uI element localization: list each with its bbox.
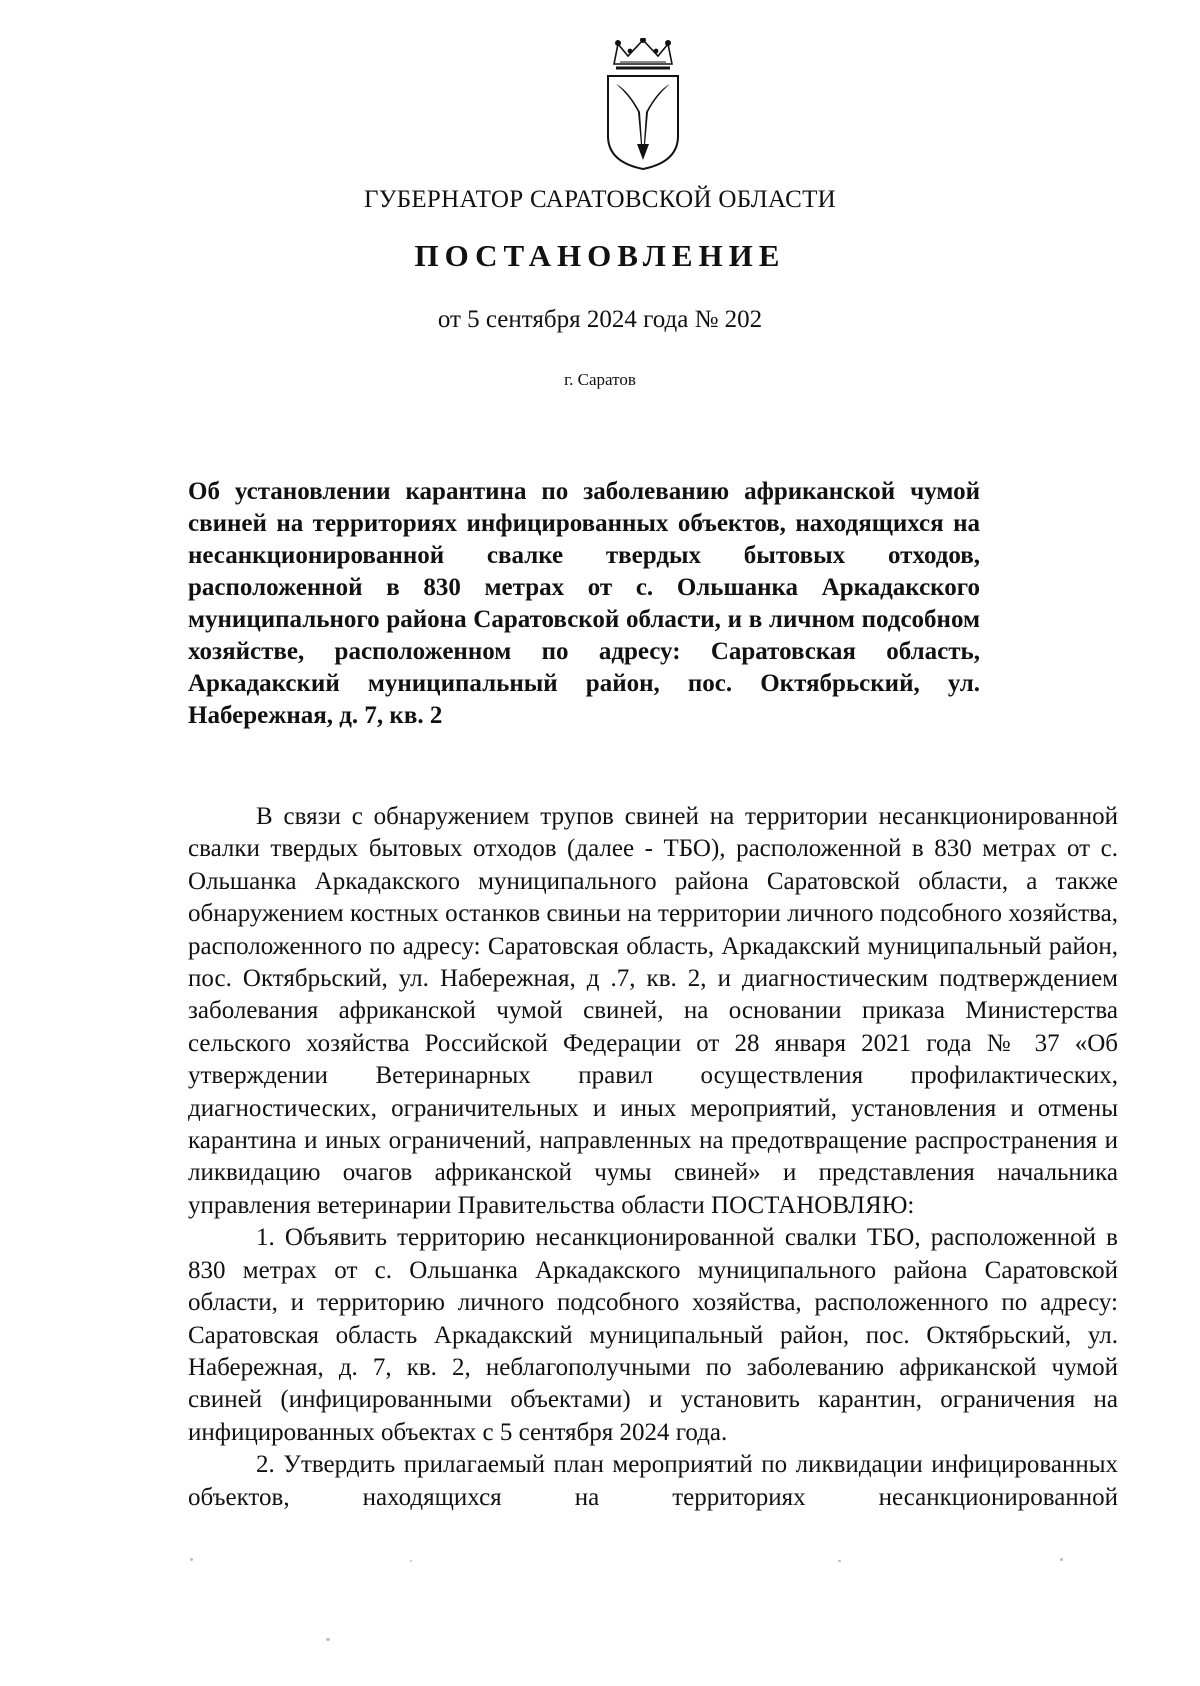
scan-speck <box>838 1560 841 1562</box>
scan-speck <box>190 1558 193 1561</box>
issuing-authority: ГУБЕРНАТОР САРАТОВСКОЙ ОБЛАСТИ <box>363 186 837 213</box>
document-type-title: ПОСТАНОВЛЕНИЕ <box>414 238 786 273</box>
scan-speck <box>1060 1558 1063 1561</box>
saratov-coat-of-arms-icon <box>604 38 682 170</box>
scan-speck <box>326 1638 330 1641</box>
document-city: г. Саратов <box>564 370 636 389</box>
document-body <box>188 801 1118 1514</box>
preamble-paragraph: В связи с обнаружением трупов свиней на территории несанкционированной свалки твердых бытовых отходов (далее - ТБО), расположенной в 830 метрах от с. Ольшанка Аркадакского муниципального района Саратовской области, а также обнаружением костных останков свиньи на территории личного подсобного хозяйства, расположенного по адресу: Саратовская область, Аркадакский муниципальный район, пос. Октябрьский, ул. Набережная, д .7, кв. 2, и диагностическим подтверждением заболевания африканской чумой свиней, на основании приказа Министерства сельского хозяйства Российской Федерации от 28 января 2021 года № 37 «Об утверждении Ветеринарных правил осуществления профилактических, диагностических, ограничительных и иных мероприятий, установления и отмены карантина и иных ограничений, направленных на предотвращение распространения и ликвидацию очагов африканской чумы свиней» и представления начальника управления ветеринарии Правительства области ПОСТАНОВЛЯЮ: <box>188 803 1118 1219</box>
scan-speck <box>410 1560 412 1562</box>
document-date-number: от 5 сентября 2024 года № 202 <box>437 306 763 333</box>
item-1-paragraph: 1. Объявить территорию несанкционированной свалки ТБО, расположенной в 830 метрах от с. Ольшанка Аркадакского муниципального района Саратовской области, и территорию личного подсобного хозяйства, расположенного по адресу: Саратовская область Аркадакский муниципальный район, пос. Октябрьский, ул. Набережная, д. 7, кв. 2, неблагополучными по заболеванию африканской чумой свиней (инфицированными объектами) и установить карантин, ограничения на инфицированных объектах с 5 сентября 2024 года. <box>188 1224 1118 1446</box>
item-2-paragraph: 2. Утвердить прилагаемый план мероприятий по ликвидации инфицированных объектов, находящихся на территориях несанкционированной <box>188 1451 1118 1511</box>
document-subject: Об установлении карантина по заболеванию африканской чумой свиней на территориях инфицированных объектов, находящихся на несанкционированной свалке твердых бытовых отходов, расположенной в 830 метрах от с. Ольшанка Аркадакского муниципального района Саратовской области, и в личном подсобном хозяйстве, расположенном по адресу: Саратовская область, Аркадакский муниципальный район, пос. Октябрьский, ул. Набережная, д. 7, кв. 2 <box>188 478 980 729</box>
